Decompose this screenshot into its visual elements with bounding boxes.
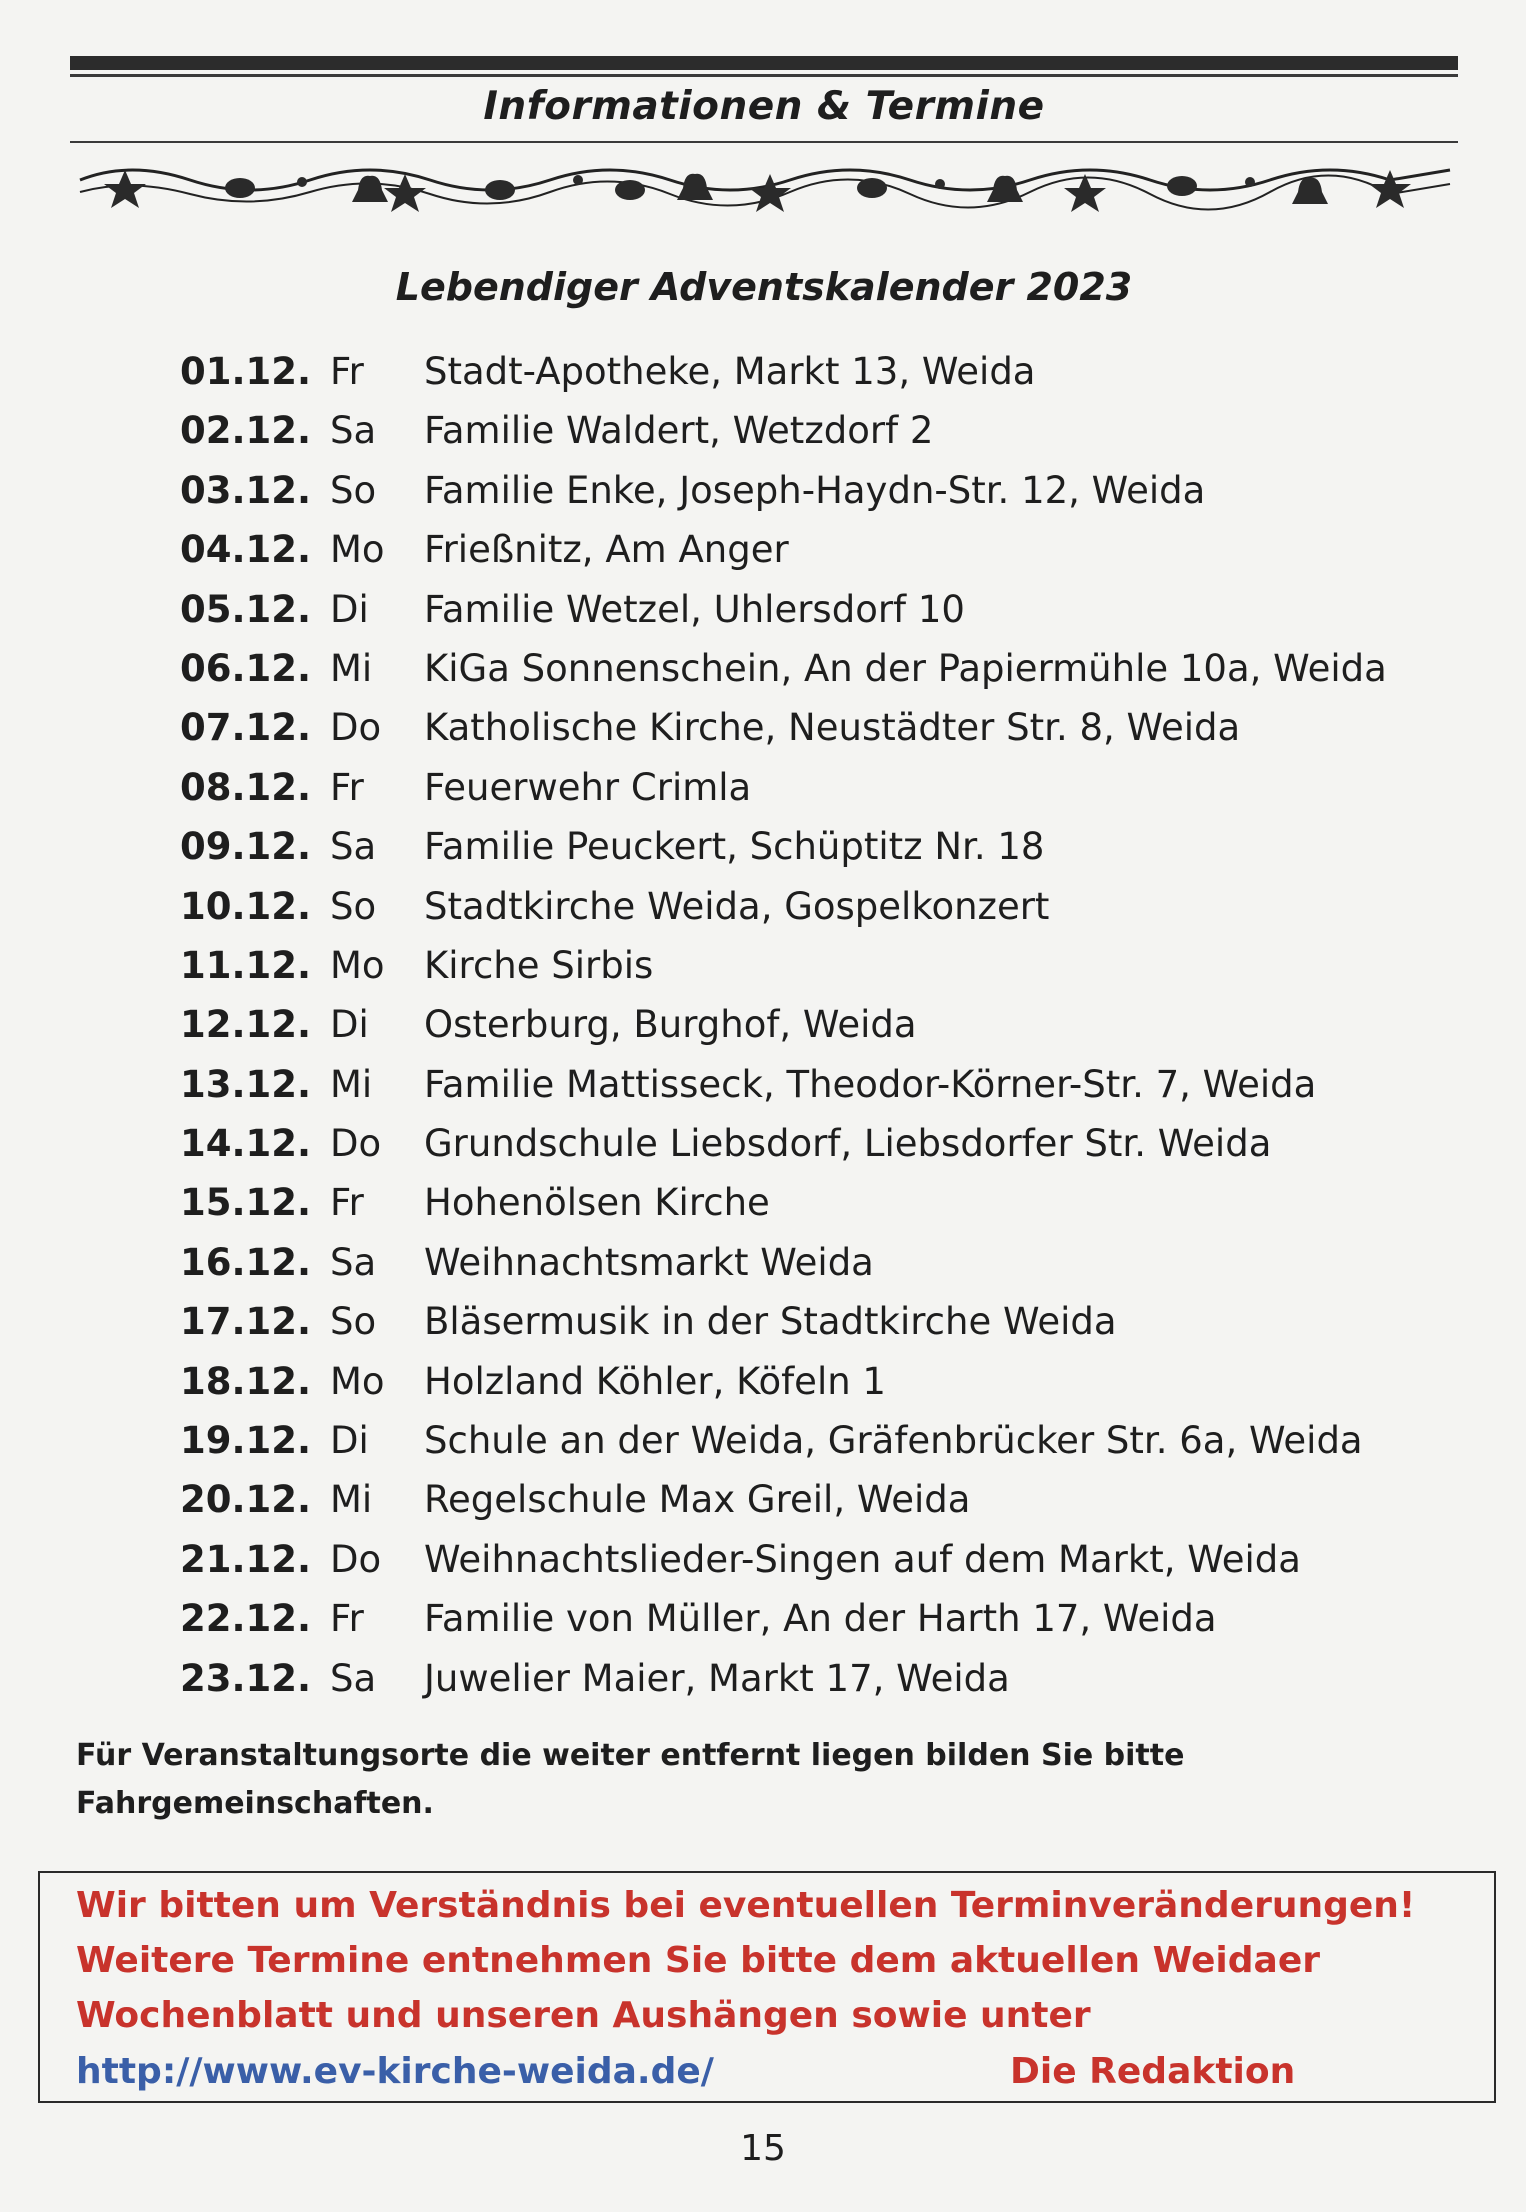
star-ornament-icon bbox=[384, 174, 426, 212]
event-row bbox=[180, 698, 1440, 757]
event-date: 07.12. bbox=[180, 706, 312, 750]
website-link[interactable]: http://www.ev-kirche-weida.de/ bbox=[76, 2051, 714, 2092]
event-place: Stadt-Apotheke, Markt 13, Weida bbox=[424, 350, 1036, 393]
section-title: Informationen & Termine bbox=[483, 84, 1045, 129]
bell-ornament-icon bbox=[677, 174, 713, 200]
event-day: Sa bbox=[330, 1240, 377, 1284]
event-row bbox=[180, 639, 1440, 698]
event-date: 09.12. bbox=[180, 825, 312, 869]
event-place: Holzland Köhler, Köfeln 1 bbox=[424, 1359, 886, 1403]
event-day: Mi bbox=[330, 646, 373, 690]
event-row bbox=[180, 580, 1440, 639]
bead-ornament-icon bbox=[935, 179, 945, 189]
event-day: Fr bbox=[330, 1597, 364, 1641]
event-list bbox=[180, 342, 1440, 1708]
event-day: Sa bbox=[330, 1656, 377, 1700]
bell-ornament-icon bbox=[352, 176, 388, 202]
event-date: 05.12. bbox=[180, 587, 312, 631]
event-row bbox=[180, 1114, 1440, 1173]
event-day: Di bbox=[330, 587, 369, 631]
carpool-note bbox=[76, 1732, 1416, 1828]
event-row bbox=[180, 1589, 1440, 1648]
bauble-ornament-icon bbox=[857, 178, 887, 198]
event-day: Mo bbox=[330, 943, 385, 987]
event-day: Di bbox=[330, 1419, 369, 1463]
event-place: Familie Enke, Joseph-Haydn-Str. 12, Weida bbox=[424, 468, 1206, 512]
event-place: Familie von Müller, An der Harth 17, Weida bbox=[424, 1597, 1217, 1641]
event-date: 06.12. bbox=[180, 646, 312, 690]
editorial-signature: Die Redaktion bbox=[1010, 2051, 1296, 2092]
event-place: KiGa Sonnenschein, An der Papiermühle 10a, Weida bbox=[424, 646, 1387, 690]
event-row bbox=[180, 1173, 1440, 1232]
bauble-ornament-icon bbox=[485, 180, 515, 200]
bead-ornament-icon bbox=[573, 175, 583, 185]
event-place: Hohenölsen Kirche bbox=[424, 1181, 770, 1225]
event-place: Osterburg, Burghof, Weida bbox=[424, 1003, 917, 1047]
event-date: 23.12. bbox=[180, 1656, 312, 1700]
header-bar-thick bbox=[70, 56, 1458, 70]
bauble-ornament-icon bbox=[615, 180, 645, 200]
event-date: 10.12. bbox=[180, 884, 312, 928]
event-place: Familie Waldert, Wetzdorf 2 bbox=[424, 409, 934, 453]
event-row bbox=[180, 1352, 1440, 1411]
event-day: Mo bbox=[330, 1359, 385, 1403]
event-place: Familie Mattisseck, Theodor-Körner-Str. 7, Weida bbox=[424, 1062, 1317, 1106]
event-place: Frießnitz, Am Anger bbox=[424, 528, 789, 572]
event-row bbox=[180, 936, 1440, 995]
bauble-ornament-icon bbox=[225, 178, 255, 198]
event-date: 15.12. bbox=[180, 1181, 312, 1225]
event-place: Stadtkirche Weida, Gospelkonzert bbox=[424, 884, 1050, 928]
event-day: Sa bbox=[330, 825, 377, 869]
event-day: Di bbox=[330, 1003, 369, 1047]
event-day: Fr bbox=[330, 350, 364, 393]
event-row bbox=[180, 401, 1440, 460]
event-date: 18.12. bbox=[180, 1359, 312, 1403]
event-row bbox=[180, 1292, 1440, 1351]
event-row bbox=[180, 758, 1440, 817]
event-row bbox=[180, 1233, 1440, 1292]
event-day: Sa bbox=[330, 409, 377, 453]
event-day: Fr bbox=[330, 765, 364, 809]
event-date: 02.12. bbox=[180, 409, 312, 453]
info-line: Wochenblatt und unseren Aushängen sowie unter bbox=[76, 1995, 1091, 2036]
event-place: Juwelier Maier, Markt 17, Weida bbox=[424, 1656, 1010, 1700]
event-date: 16.12. bbox=[180, 1240, 312, 1284]
event-day: Fr bbox=[330, 1181, 364, 1225]
header-bar-thin bbox=[70, 74, 1458, 77]
event-row bbox=[180, 1055, 1440, 1114]
event-place: Feuerwehr Crimla bbox=[424, 765, 752, 809]
bead-ornament-icon bbox=[297, 177, 307, 187]
event-date: 11.12. bbox=[180, 943, 312, 987]
event-date: 04.12. bbox=[180, 528, 312, 572]
bell-ornament-icon bbox=[1292, 178, 1328, 204]
event-place: Familie Peuckert, Schüptitz Nr. 18 bbox=[424, 825, 1045, 869]
event-row bbox=[180, 877, 1440, 936]
event-date: 08.12. bbox=[180, 765, 312, 809]
event-day: Do bbox=[330, 706, 382, 750]
event-place: Weihnachtsmarkt Weida bbox=[424, 1240, 874, 1284]
star-ornament-icon bbox=[749, 174, 791, 212]
event-day: Mi bbox=[330, 1062, 373, 1106]
event-day: Mo bbox=[330, 528, 385, 572]
event-row bbox=[180, 817, 1440, 876]
event-day: So bbox=[330, 1300, 377, 1344]
event-date: 21.12. bbox=[180, 1537, 312, 1581]
event-place: Schule an der Weida, Gräfenbrücker Str. 6a, Weida bbox=[424, 1419, 1363, 1463]
event-date: 22.12. bbox=[180, 1597, 312, 1641]
event-place: Bläsermusik in der Stadtkirche Weida bbox=[424, 1300, 1117, 1344]
event-date: 20.12. bbox=[180, 1478, 312, 1522]
info-line: Wir bitten um Verständnis bei eventuellen Terminveränderungen! bbox=[76, 1885, 1416, 1926]
event-row bbox=[180, 1470, 1440, 1529]
event-date: 03.12. bbox=[180, 468, 312, 512]
event-day: Do bbox=[330, 1537, 382, 1581]
info-line: Weitere Termine entnehmen Sie bitte dem aktuellen Weidaer bbox=[76, 1940, 1320, 1981]
christmas-garland-decoration bbox=[70, 140, 1460, 240]
carpool-note-line: Für Veranstaltungsorte die weiter entfernt liegen bilden Sie bitte bbox=[76, 1738, 1185, 1773]
page-number: 15 bbox=[740, 2128, 786, 2169]
event-place: Grundschule Liebsdorf, Liebsdorfer Str. Weida bbox=[424, 1122, 1272, 1166]
event-place: Familie Wetzel, Uhlersdorf 10 bbox=[424, 587, 965, 631]
event-row bbox=[180, 1530, 1440, 1589]
event-row bbox=[180, 1411, 1440, 1470]
calendar-title: Lebendiger Adventskalender 2023 bbox=[395, 265, 1133, 309]
event-date: 13.12. bbox=[180, 1062, 312, 1106]
event-day: So bbox=[330, 884, 377, 928]
event-place: Kirche Sirbis bbox=[424, 943, 654, 987]
event-date: 17.12. bbox=[180, 1300, 312, 1344]
event-row bbox=[180, 520, 1440, 579]
bauble-ornament-icon bbox=[1167, 176, 1197, 196]
event-row bbox=[180, 1649, 1440, 1708]
event-row bbox=[180, 461, 1440, 520]
event-day: So bbox=[330, 468, 377, 512]
carpool-note-line: Fahrgemeinschaften. bbox=[76, 1786, 434, 1821]
event-row bbox=[180, 995, 1440, 1054]
bead-ornament-icon bbox=[1245, 177, 1255, 187]
event-row bbox=[180, 342, 1440, 401]
event-date: 12.12. bbox=[180, 1003, 312, 1047]
star-ornament-icon bbox=[104, 170, 146, 208]
event-day: Mi bbox=[330, 1478, 373, 1522]
event-place: Regelschule Max Greil, Weida bbox=[424, 1478, 971, 1522]
info-box bbox=[38, 1871, 1496, 2103]
event-date: 01.12. bbox=[180, 350, 312, 393]
event-place: Weihnachtslieder-Singen auf dem Markt, Weida bbox=[424, 1537, 1301, 1581]
event-date: 19.12. bbox=[180, 1419, 312, 1463]
event-place: Katholische Kirche, Neustädter Str. 8, Weida bbox=[424, 706, 1241, 750]
event-date: 14.12. bbox=[180, 1122, 312, 1166]
event-day: Do bbox=[330, 1122, 382, 1166]
